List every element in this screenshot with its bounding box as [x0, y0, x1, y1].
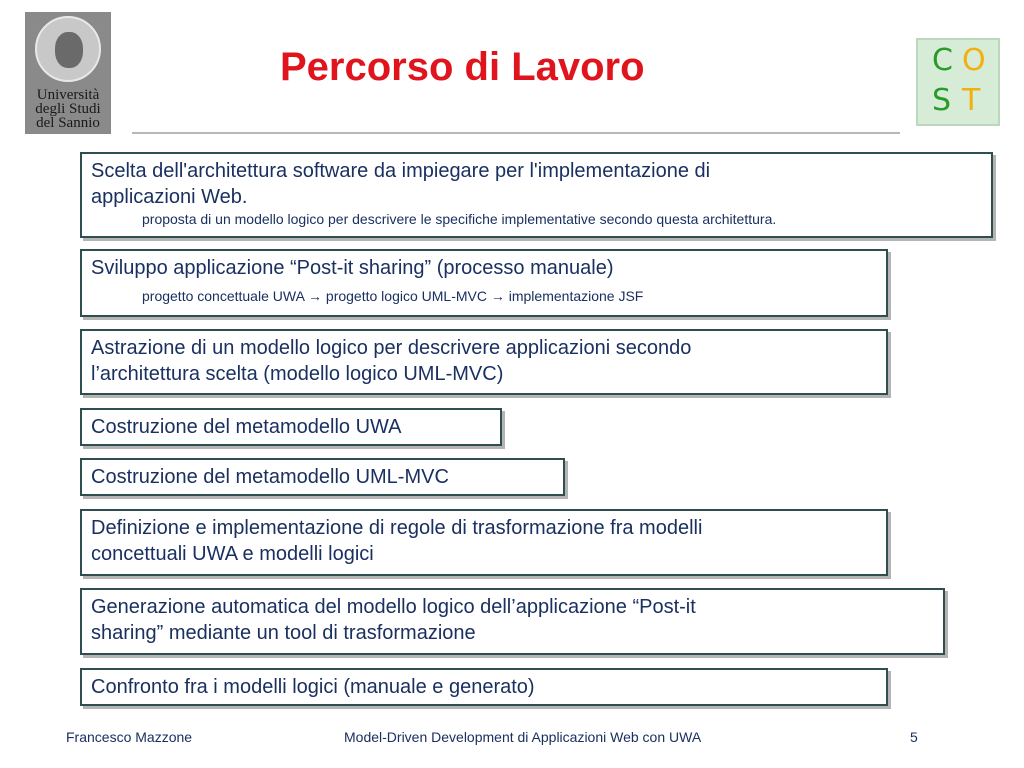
step-text: Astrazione di un modello logico per descrivere applicazioni secondo l’architettura scelta (modello logico UML-MVC) — [91, 337, 692, 385]
step-subtext: progetto concettuale UWA → progetto logico UML-MVC → implementazione JSF — [142, 288, 644, 304]
step-box-8 — [80, 668, 888, 706]
university-seal-icon — [35, 16, 101, 82]
footer-author: Francesco Mazzone — [66, 729, 193, 745]
step-box-7 — [80, 588, 945, 655]
step-box-2 — [80, 249, 888, 317]
step-text: Scelta dell'architettura software da impiegare per l'implementazione di applicazioni Web. — [91, 160, 711, 208]
step-box-6 — [80, 509, 888, 576]
step-text: Generazione automatica del modello logico dell’applicazione “Post-it sharing” mediante un tool di trasformazione — [91, 596, 696, 644]
university-name: Università degli Studi del Sannio — [35, 87, 101, 131]
slide-title: Percorso di Lavoro — [280, 45, 645, 89]
university-logo — [25, 12, 111, 134]
step-text: Definizione e implementazione di regole di trasformazione fra modelli concettuali UWA e modelli logici — [91, 517, 703, 565]
footer-page-number: 5 — [910, 729, 918, 745]
cost-logo: C O S T — [916, 38, 1000, 126]
step-subtext: proposta di un modello logico per descrivere le specifiche implementative secondo questa architettura. — [142, 211, 777, 227]
step-box-4 — [80, 408, 502, 446]
step-box-3 — [80, 329, 888, 395]
step-text: Costruzione del metamodello UWA — [91, 416, 402, 438]
title-divider — [132, 132, 900, 134]
step-text: Costruzione del metamodello UML-MVC — [91, 466, 449, 488]
step-box-1 — [80, 152, 993, 238]
footer-subject: Model-Driven Development di Applicazioni Web con UWA — [344, 729, 702, 745]
step-box-5 — [80, 458, 565, 496]
step-text: Sviluppo applicazione “Post-it sharing” (processo manuale) — [91, 257, 614, 279]
step-text: Confronto fra i modelli logici (manuale e generato) — [91, 676, 535, 698]
